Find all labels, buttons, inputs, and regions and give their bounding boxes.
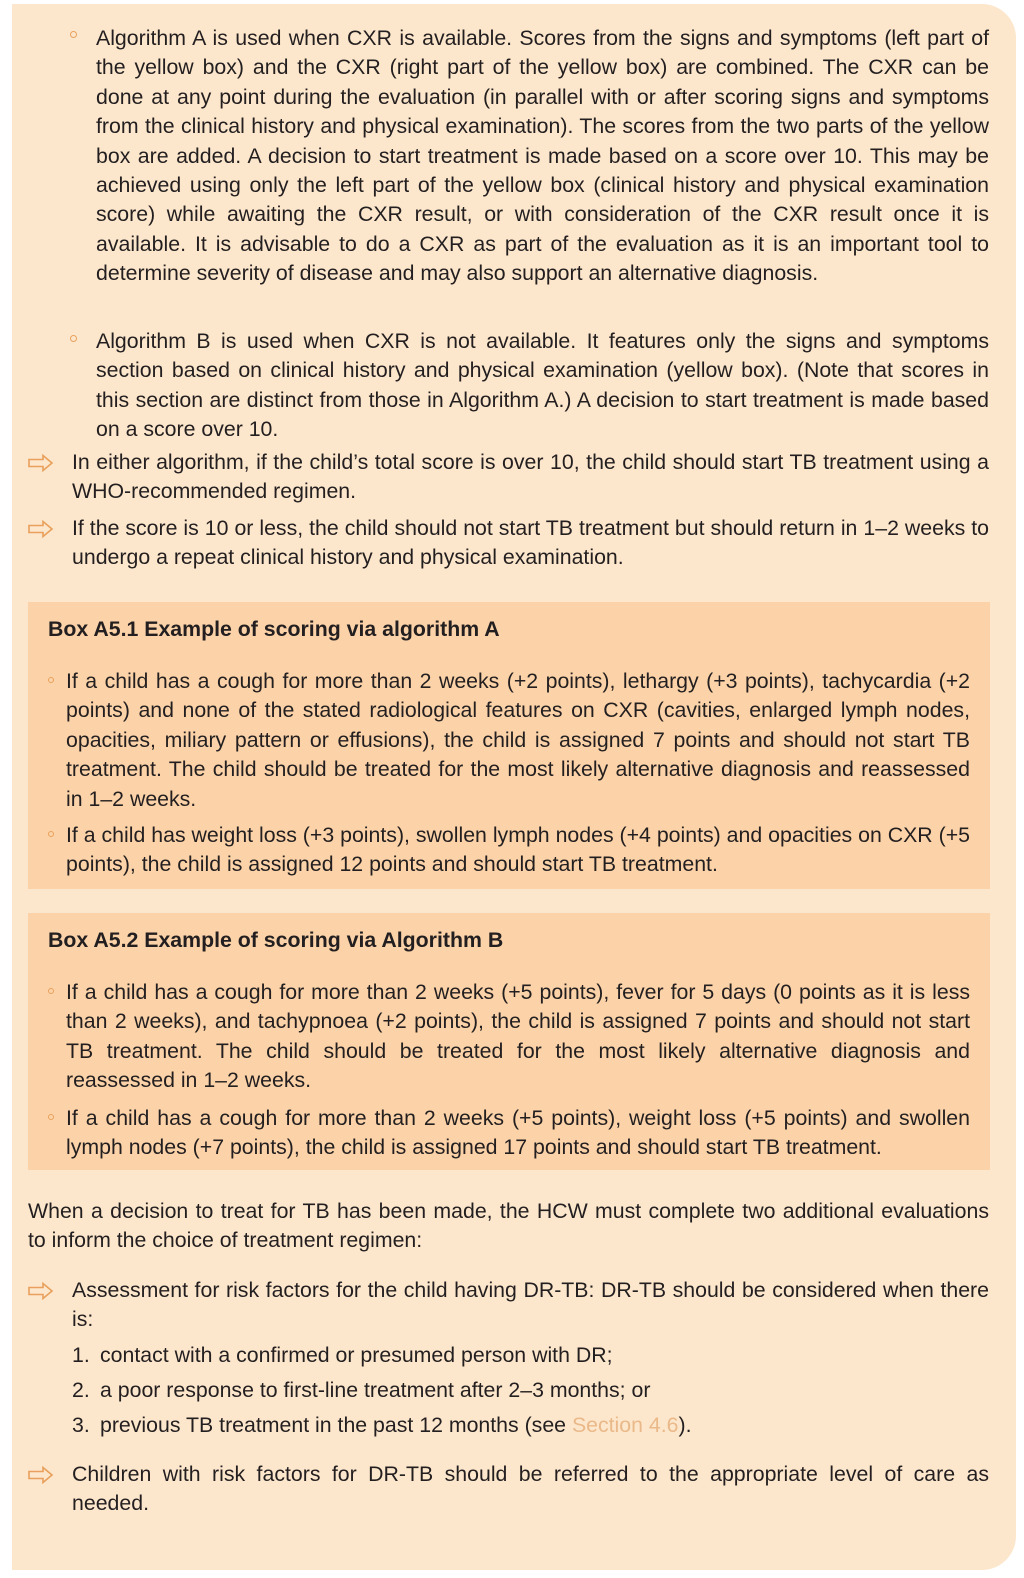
list-number: 1.	[72, 1343, 90, 1367]
list-number: 2.	[72, 1378, 90, 1402]
arrow-point-start-treatment: In either algorithm, if the child’s total score is over 10, the child should start TB treatment using a WHO-recommended regimen.	[72, 450, 989, 504]
bullet-icon	[48, 677, 54, 683]
list-text-close: ).	[678, 1413, 692, 1437]
bullet-icon	[48, 831, 54, 837]
list-number: 3.	[72, 1413, 90, 1437]
bullet-algorithm-a: Algorithm A is used when CXR is available. Scores from the signs and symptoms (left part of the yellow box) and the CXR (right part of the yellow box) are combined. The CXR can be done at any point during the evaluation (in parallel with or after scoring signs and symptoms from the clinical history and physical examination). The scores from the two parts of the yellow box are added. A decision to start treatment is made based on a score over 10. This may be achieved using only the left part of the yellow box (clinical history and physical examination score) while awaiting the CXR result, or with consideration of the CXR result once it is available. It is advisable to do a CXR as part of the evaluation as it is an important tool to determine severity of disease and may also support an alternative diagnosis.	[96, 26, 989, 286]
box-a5-1-item: If a child has weight loss (+3 points), swollen lymph nodes (+4 points) and opacities on CXR (+5 points), the child is assigned 12 points and should start TB treatment.	[66, 823, 970, 877]
bullet-icon	[70, 31, 77, 38]
bullet-icon	[48, 1114, 54, 1120]
arrow-right-icon	[28, 520, 54, 538]
arrow-point-repeat-exam: If the score is 10 or less, the child should not start TB treatment but should return in 1–2 weeks to undergo a repeat clinical history and physical examination.	[72, 516, 989, 570]
box-a5-1	[28, 602, 990, 889]
box-a5-2-item: If a child has a cough for more than 2 weeks (+5 points), weight loss (+5 points) and swollen lymph nodes (+7 points), the child is assigned 17 points and should start TB treatment.	[66, 1106, 970, 1160]
box-a5-1-title: Box A5.1 Example of scoring via algorithm A	[48, 617, 500, 641]
decision-paragraph: When a decision to treat for TB has been made, the HCW must complete two additional evaluations to inform the choice of treatment regimen:	[28, 1199, 989, 1253]
arrow-right-icon	[28, 454, 54, 472]
content-panel	[12, 4, 1016, 1570]
arrow-right-icon	[28, 1282, 54, 1300]
box-a5-1-item: If a child has a cough for more than 2 weeks (+2 points), lethargy (+3 points), tachycardia (+2 points) and none of the stated radiological features on CXR (cavities, enlarged lymph nodes, opacities, miliary pattern or effusions), the child is assigned 7 points and should not start TB treatment. The child should be treated for the most likely alternative diagnosis and reassessed in 1–2 weeks.	[66, 669, 970, 811]
bullet-icon	[48, 988, 54, 994]
bullet-algorithm-b: Algorithm B is used when CXR is not available. It features only the signs and symptoms section based on clinical history and physical examination (yellow box). (Note that scores in this section are distinct from those in Algorithm A.) A decision to start treatment is made based on a score over 10.	[96, 329, 989, 442]
list-text: a poor response to first-line treatment after 2–3 months; or	[100, 1378, 651, 1402]
referral-point: Children with risk factors for DR-TB should be referred to the appropriate level of care as needed.	[72, 1462, 989, 1516]
bullet-icon	[70, 335, 77, 342]
box-a5-2	[28, 913, 990, 1170]
section-4-6-link[interactable]: Section 4.6	[571, 1413, 679, 1437]
risk-factor-item	[72, 1376, 989, 1405]
risk-factor-item	[72, 1341, 989, 1370]
risk-factor-item	[72, 1411, 989, 1440]
box-a5-2-title: Box A5.2 Example of scoring via Algorithm B	[48, 928, 504, 952]
arrow-right-icon	[28, 1466, 54, 1484]
box-a5-2-item: If a child has a cough for more than 2 weeks (+5 points), fever for 5 days (0 points as it is less than 2 weeks), and tachypnoea (+2 points), the child is assigned 7 points and should not start TB treatment. The child should be treated for the most likely alternative diagnosis and reassessed in 1–2 weeks.	[66, 980, 970, 1093]
risk-assessment-lead: Assessment for risk factors for the child having DR-TB: DR-TB should be considered when there is:	[72, 1278, 989, 1332]
list-text: contact with a confirmed or presumed person with DR;	[100, 1343, 613, 1367]
list-text: previous TB treatment in the past 12 months (see	[100, 1413, 572, 1437]
